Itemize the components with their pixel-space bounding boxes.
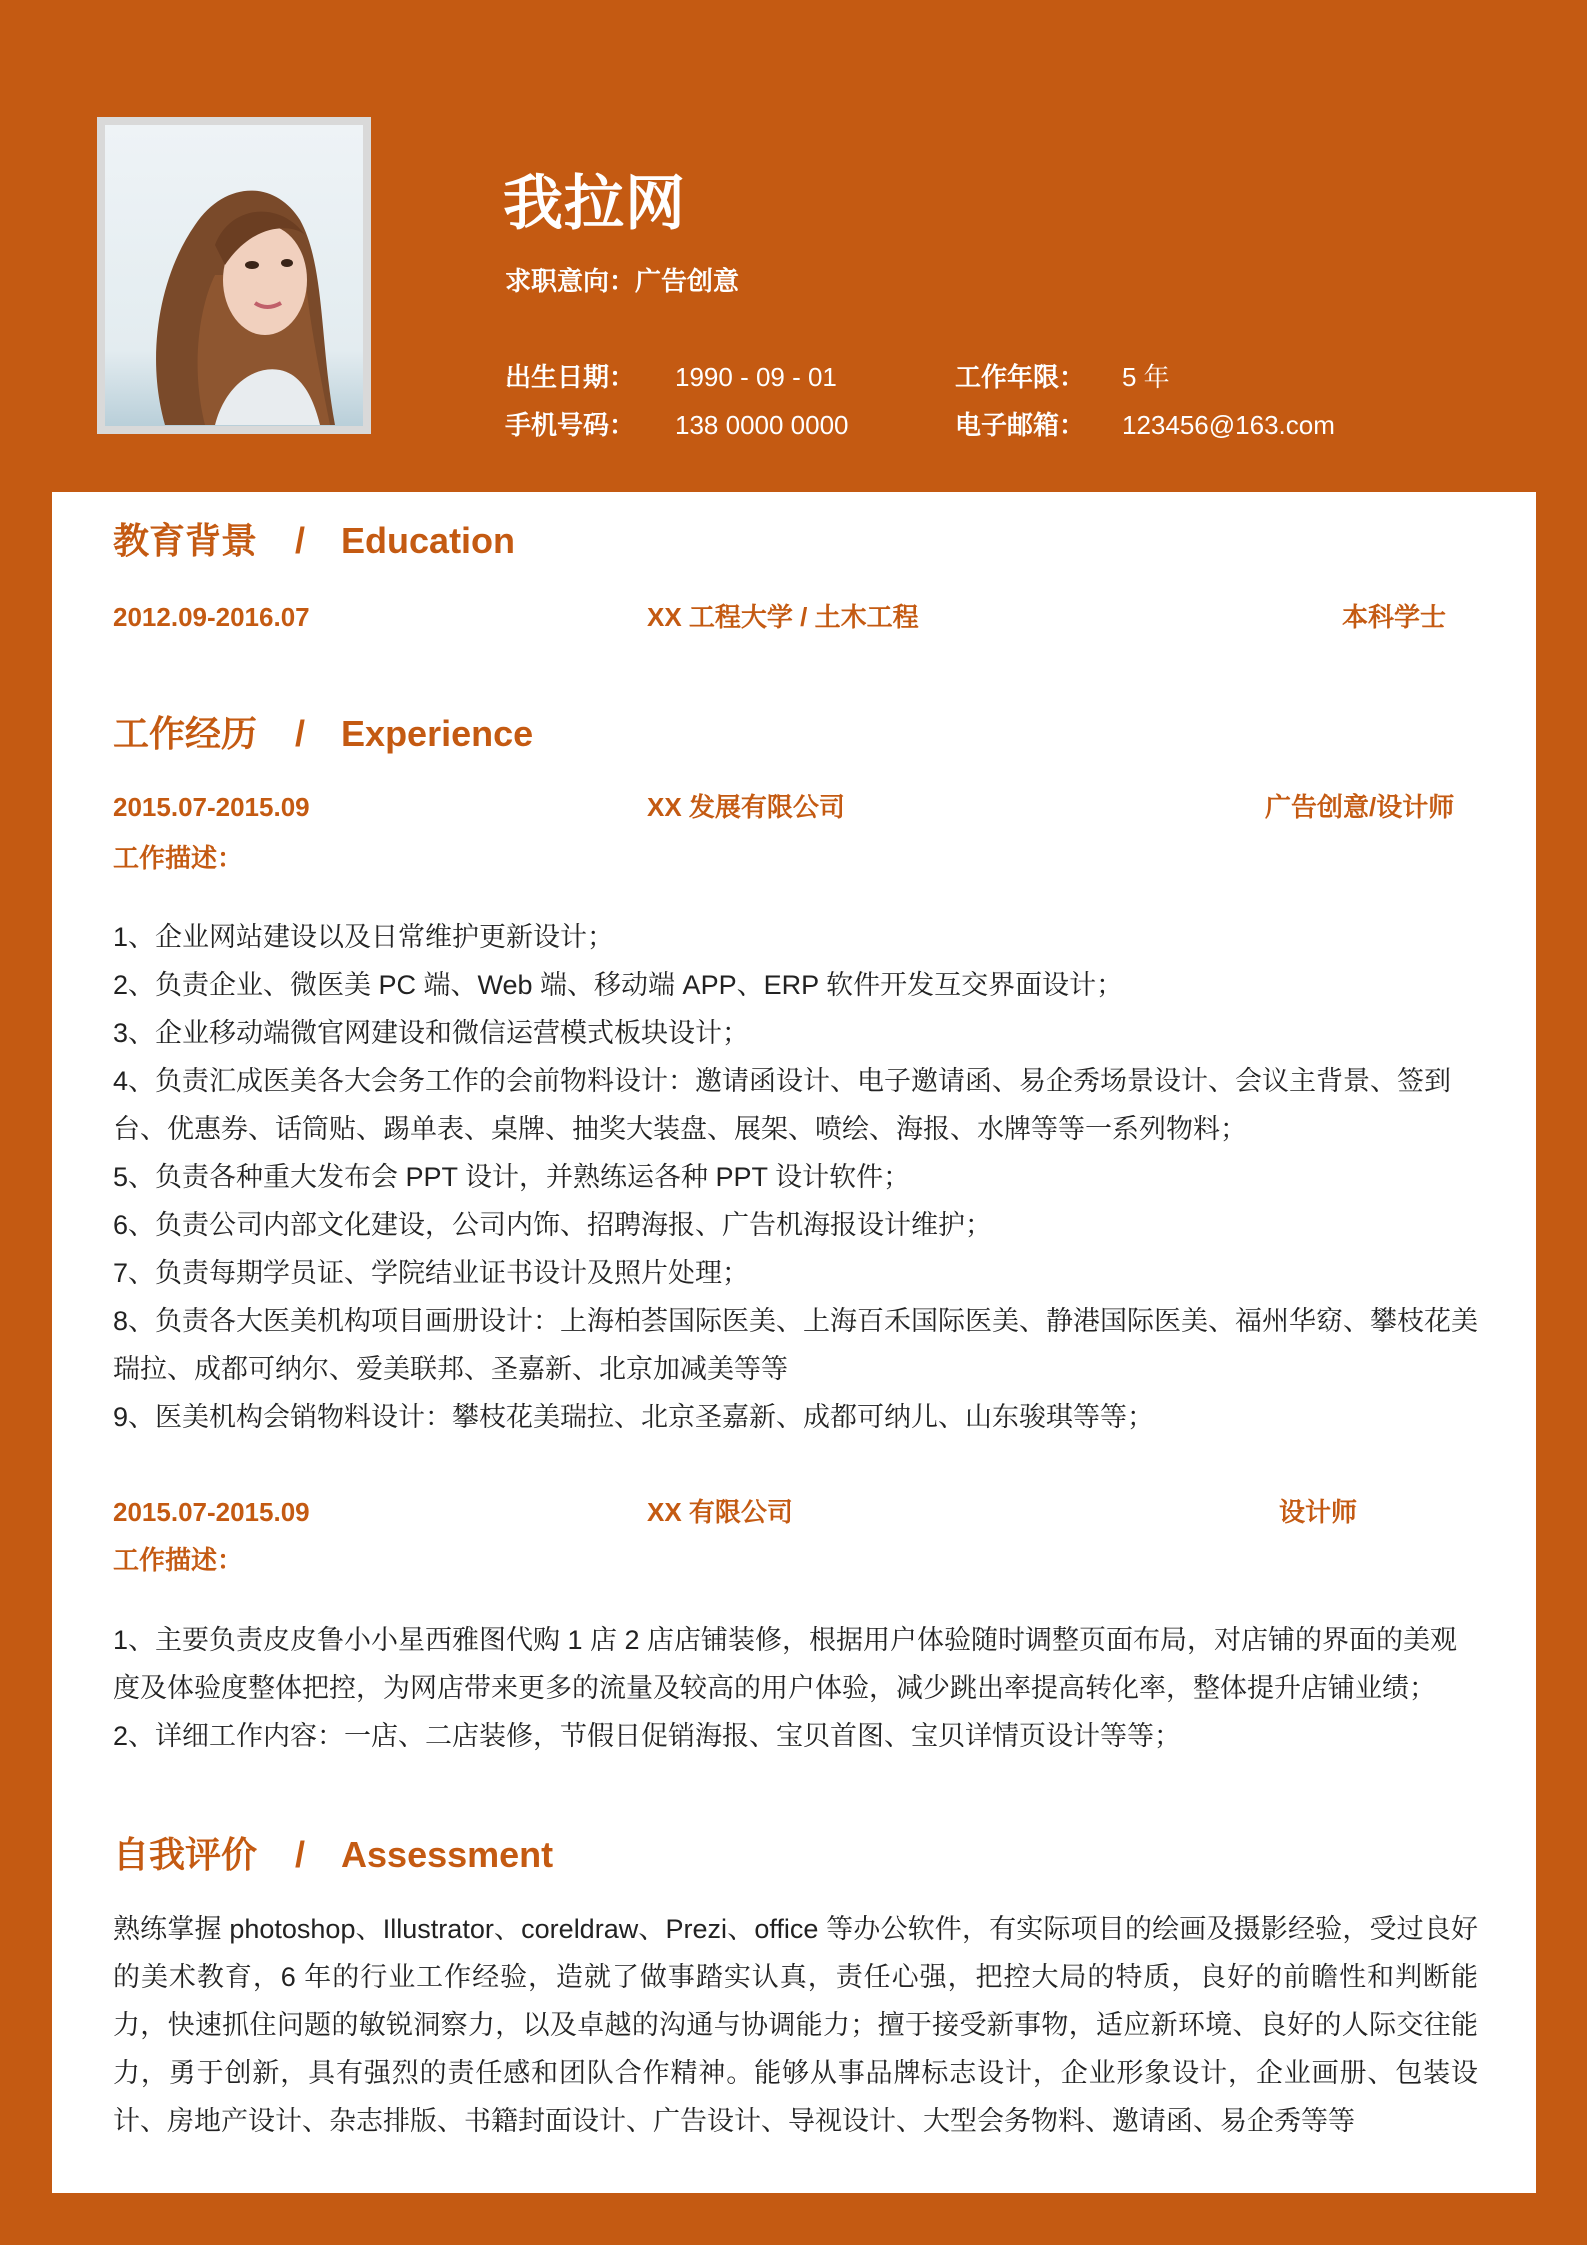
job-2-desc-label: 工作描述：	[113, 1545, 244, 1575]
list-item: 4、负责汇成医美各大会务工作的会前物料设计：邀请函设计、电子邀请函、易企秀场景设计、会议主背景、签到台、优惠券、话筒贴、踢单表、桌牌、抽奖大装盘、展架、喷绘、海报、水牌等等一系列物料；	[113, 1066, 1452, 1144]
list-item: 1、企业网站建设以及日常维护更新设计；	[113, 922, 615, 952]
list-item: 2、负责企业、微医美 PC 端、Web 端、移动端 APP、ERP 软件开发互交界面设计；	[113, 970, 1124, 1000]
heading-en: Experience	[341, 713, 534, 754]
heading-slash: /	[295, 1834, 306, 1875]
list-item: 6、负责公司内部文化建设，公司内饰、招聘海报、广告机海报设计维护；	[113, 1210, 993, 1240]
work-years-label: 工作年限：	[955, 362, 1086, 392]
job-intent	[505, 263, 739, 299]
job-1-duties-list	[113, 913, 1478, 1441]
phone-value: 138 0000 0000	[675, 410, 849, 440]
portrait-image	[105, 125, 363, 426]
list-item: 9、医美机构会销物料设计：攀枝花美瑞拉、北京圣嘉新、成都可纳儿、山东骏琪等等；	[113, 1402, 1155, 1432]
section-heading-assessment	[113, 1833, 553, 1877]
heading-slash: /	[295, 520, 306, 561]
job-1-period: 2015.07-2015.09	[113, 792, 310, 822]
candidate-name: 我拉网	[503, 170, 686, 237]
birth-date-label: 出生日期：	[505, 362, 636, 392]
email-label: 电子邮箱：	[955, 410, 1086, 440]
job-1-desc-label: 工作描述：	[113, 843, 244, 873]
section-heading-education	[113, 519, 515, 563]
job-1-position: 广告创意/设计师	[1265, 792, 1455, 822]
list-item: 3、企业移动端微官网建设和微信运营模式板块设计；	[113, 1018, 750, 1048]
education-period: 2012.09-2016.07	[113, 602, 310, 632]
list-item: 2、详细工作内容：一店、二店装修，节假日促销海报、宝贝首图、宝贝详情页设计等等；	[113, 1721, 1182, 1751]
list-item: 7、负责每期学员证、学院结业证书设计及照片处理；	[113, 1258, 750, 1288]
birth-date-value: 1990 - 09 - 01	[675, 362, 837, 392]
job-intent-label: 求职意向：	[505, 266, 636, 296]
work-years-value: 5 年	[1122, 362, 1170, 392]
job-2-company: XX 有限公司	[647, 1497, 793, 1527]
job-1-company: XX 发展有限公司	[647, 792, 845, 822]
job-2-period: 2015.07-2015.09	[113, 1497, 310, 1527]
education-degree: 本科学士	[1342, 602, 1447, 632]
heading-cn: 自我评价	[113, 1834, 258, 1875]
heading-slash: /	[295, 713, 306, 754]
self-assessment-text: 熟练掌握 photoshop、Illustrator、coreldraw、Prezi、office 等办公软件，有实际项目的绘画及摄影经验，受过良好的美术教育，6 年的行业工作经验，造就了做事踏实认真，责任心强，把控大局的特质，良好的前瞻性和判断能力，快速抓住问题的敏锐洞察力，以及卓越的沟通与协调能力；擅于接受新事物，适应新环境、良好的人际交往能力，勇于创新，具有强烈的责任感和团队合作精神。能够从事品牌标志设计，企业形象设计，企业画册、包装设计、房地产设计、杂志排版、书籍封面设计、广告设计、导视设计、大型会务物料、邀请函、易企秀等等	[113, 1914, 1478, 2136]
heading-cn: 教育背景	[113, 520, 258, 561]
list-item: 1、主要负责皮皮鲁小小星西雅图代购 1 店 2 店店铺装修，根据用户体验随时调整页面布局，对店铺的界面的美观度及体验度整体把控，为网店带来更多的流量及较高的用户体验，减少跳出率提高转化率，整体提升店铺业绩；	[113, 1625, 1458, 1703]
email-value: 123456@163.com	[1122, 410, 1335, 440]
phone-label: 手机号码：	[505, 410, 636, 440]
list-item: 5、负责各种重大发布会 PPT 设计，并熟练运各种 PPT 设计软件；	[113, 1162, 911, 1192]
job-intent-value: 广告创意	[635, 266, 740, 296]
job-2-position: 设计师	[1279, 1497, 1358, 1527]
heading-cn: 工作经历	[113, 713, 258, 754]
profile-photo	[97, 117, 371, 434]
heading-en: Assessment	[341, 1834, 554, 1875]
heading-en: Education	[341, 520, 516, 561]
education-school-major: XX 工程大学 / 土木工程	[647, 602, 919, 632]
section-heading-experience	[113, 712, 533, 756]
job-2-duties-list	[113, 1616, 1478, 1760]
list-item: 8、负责各大医美机构项目画册设计：上海柏荟国际医美、上海百禾国际医美、静港国际医美、福州华窈、攀枝花美瑞拉、成都可纳尔、爱美联邦、圣嘉新、北京加减美等等	[113, 1306, 1479, 1384]
